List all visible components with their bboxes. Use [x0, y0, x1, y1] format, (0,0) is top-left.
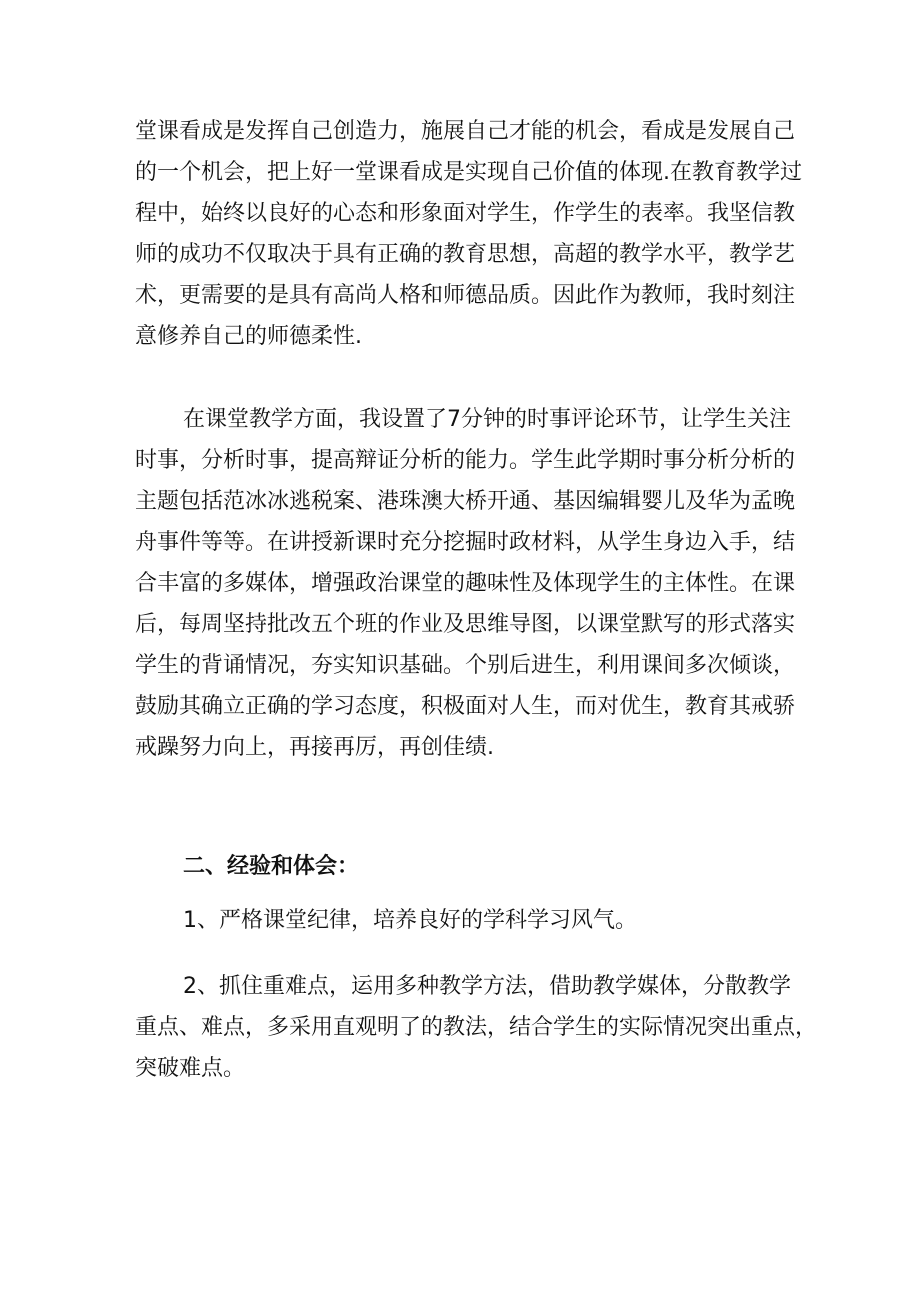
- text-line: 师的成功不仅取决于具有正确的教育思想，高超的教学水平，教学艺: [135, 242, 796, 267]
- text-line: 舟事件等等。在讲授新课时充分挖掘时政材料，从学生身边入手，结: [135, 530, 796, 555]
- text-line: 合丰富的多媒体，增强政治课堂的趣味性及体现学生的主体性。在课: [135, 571, 796, 596]
- text-line: 意修养自己的师德柔性.: [135, 324, 362, 349]
- text-line: 突破难点。: [135, 1056, 246, 1081]
- text-line: 后，每周坚持批改五个班的作业及思维导图，以课堂默写的形式落实: [135, 612, 796, 637]
- list-item-1: 1、严格课堂纪律，培养良好的学科学习风气。: [183, 908, 637, 933]
- text-line: 堂课看成是发挥自己创造力，施展自己才能的机会，看成是发展自己: [135, 119, 796, 144]
- text-line: 2、抓住重难点，运用多种教学方法，借助教学媒体，分散教学: [183, 974, 791, 999]
- text-line: 鼓励其确立正确的学习态度，积极面对人生，而对优生，教育其戒骄: [135, 694, 796, 719]
- body-paragraph-1: [135, 111, 802, 357]
- text-line: 重点、难点，多采用直观明了的教法，结合学生的实际情况突出重点，: [135, 1015, 818, 1040]
- body-paragraph-2: [135, 399, 795, 768]
- section-heading: 二、经验和体会：: [183, 854, 360, 879]
- text-line: 时事，分析时事，提高辩证分析的能力。学生此学期时事分析分析的: [135, 448, 796, 473]
- text-line: 戒躁努力向上，再接再厉，再创佳绩.: [135, 735, 494, 760]
- text-line: 在课堂教学方面，我设置了7分钟的时事评论环节，让学生关注: [183, 407, 791, 432]
- text-line: 主题包括范冰冰逃税案、港珠澳大桥开通、基因编辑婴儿及华为孟晚: [135, 489, 796, 514]
- list-item-2: [135, 966, 818, 1089]
- text-line: 的一个机会，把上好一堂课看成是实现自己价值的体现.在教育教学过: [135, 160, 802, 185]
- text-line: 程中，始终以良好的心态和形象面对学生，作学生的表率。我坚信教: [135, 201, 796, 226]
- text-line: 术，更需要的是具有高尚人格和师德品质。因此作为教师，我时刻注: [135, 283, 796, 308]
- text-line: 学生的背诵情况，夯实知识基础。个别后进生，利用课间多次倾谈，: [135, 653, 796, 678]
